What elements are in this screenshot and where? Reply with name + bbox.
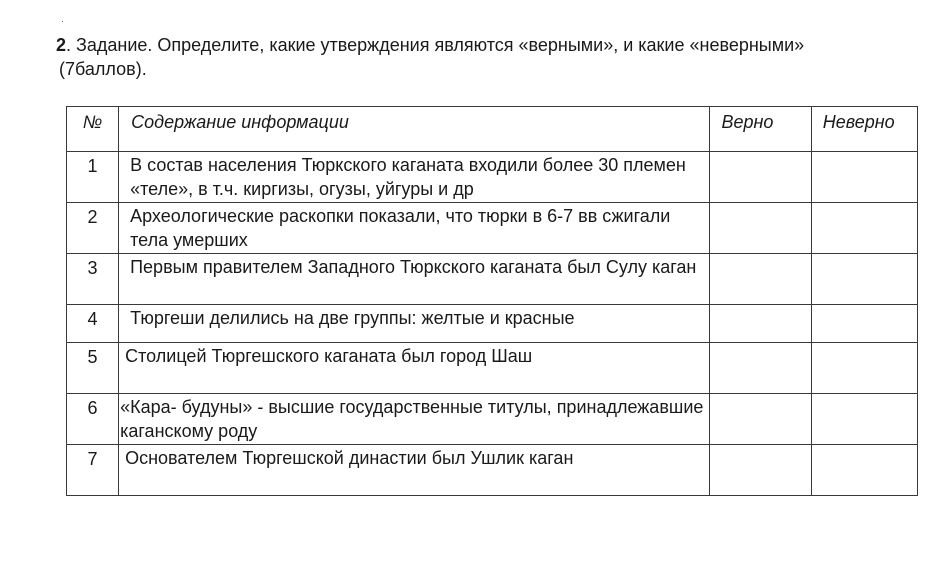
false-cell[interactable] (811, 445, 917, 496)
row-statement: В состав населения Тюркского каганата входили более 30 племен «теле», в т.ч. киргизы, огузы, уйгуры и др (119, 152, 710, 203)
row-statement: Первым правителем Западного Тюркского каганата был Сулу каган (119, 254, 710, 305)
row-number: 6 (67, 394, 119, 445)
row-statement: Тюргеши делились на две группы: желтые и красные (119, 305, 710, 343)
false-cell[interactable] (811, 254, 917, 305)
table-row (67, 343, 918, 394)
task-points: (7баллов). (59, 59, 147, 79)
header-content: Содержание информации (119, 107, 710, 152)
true-cell[interactable] (710, 203, 811, 254)
row-statement: Археологические раскопки показали, что тюрки в 6-7 вв сжигали тела умерших (119, 203, 710, 254)
statements-table (66, 106, 918, 496)
table-row (67, 152, 918, 203)
table-row (67, 305, 918, 343)
row-number: 5 (67, 343, 119, 394)
top-mark: . (61, 14, 64, 25)
row-number: 4 (67, 305, 119, 343)
header-number: № (67, 107, 119, 152)
row-statement: Столицей Тюргешского каганата был город Шаш (119, 343, 710, 394)
true-cell[interactable] (710, 445, 811, 496)
row-statement: Основателем Тюргешской династии был Ушлик каган (119, 445, 710, 496)
row-number: 3 (67, 254, 119, 305)
false-cell[interactable] (811, 394, 917, 445)
table-row (67, 394, 918, 445)
header-true: Верно (710, 107, 811, 152)
false-cell[interactable] (811, 343, 917, 394)
true-cell[interactable] (710, 394, 811, 445)
row-number: 2 (67, 203, 119, 254)
true-cell[interactable] (710, 343, 811, 394)
false-cell[interactable] (811, 203, 917, 254)
table-header-row (67, 107, 918, 152)
row-number: 1 (67, 152, 119, 203)
task-instruction: . Задание. Определите, какие утверждения являются «верными», и какие «неверными» (66, 35, 805, 55)
task-number: 2 (56, 35, 67, 55)
false-cell[interactable] (811, 305, 917, 343)
table-row (67, 445, 918, 496)
header-false: Неверно (811, 107, 917, 152)
task-heading (56, 33, 916, 81)
true-cell[interactable] (710, 254, 811, 305)
true-cell[interactable] (710, 152, 811, 203)
true-cell[interactable] (710, 305, 811, 343)
table-row (67, 203, 918, 254)
row-statement: «Кара- будуны» - высшие государственные титулы, принадлежавшие каганскому роду (119, 394, 710, 445)
row-number: 7 (67, 445, 119, 496)
false-cell[interactable] (811, 152, 917, 203)
table-row (67, 254, 918, 305)
